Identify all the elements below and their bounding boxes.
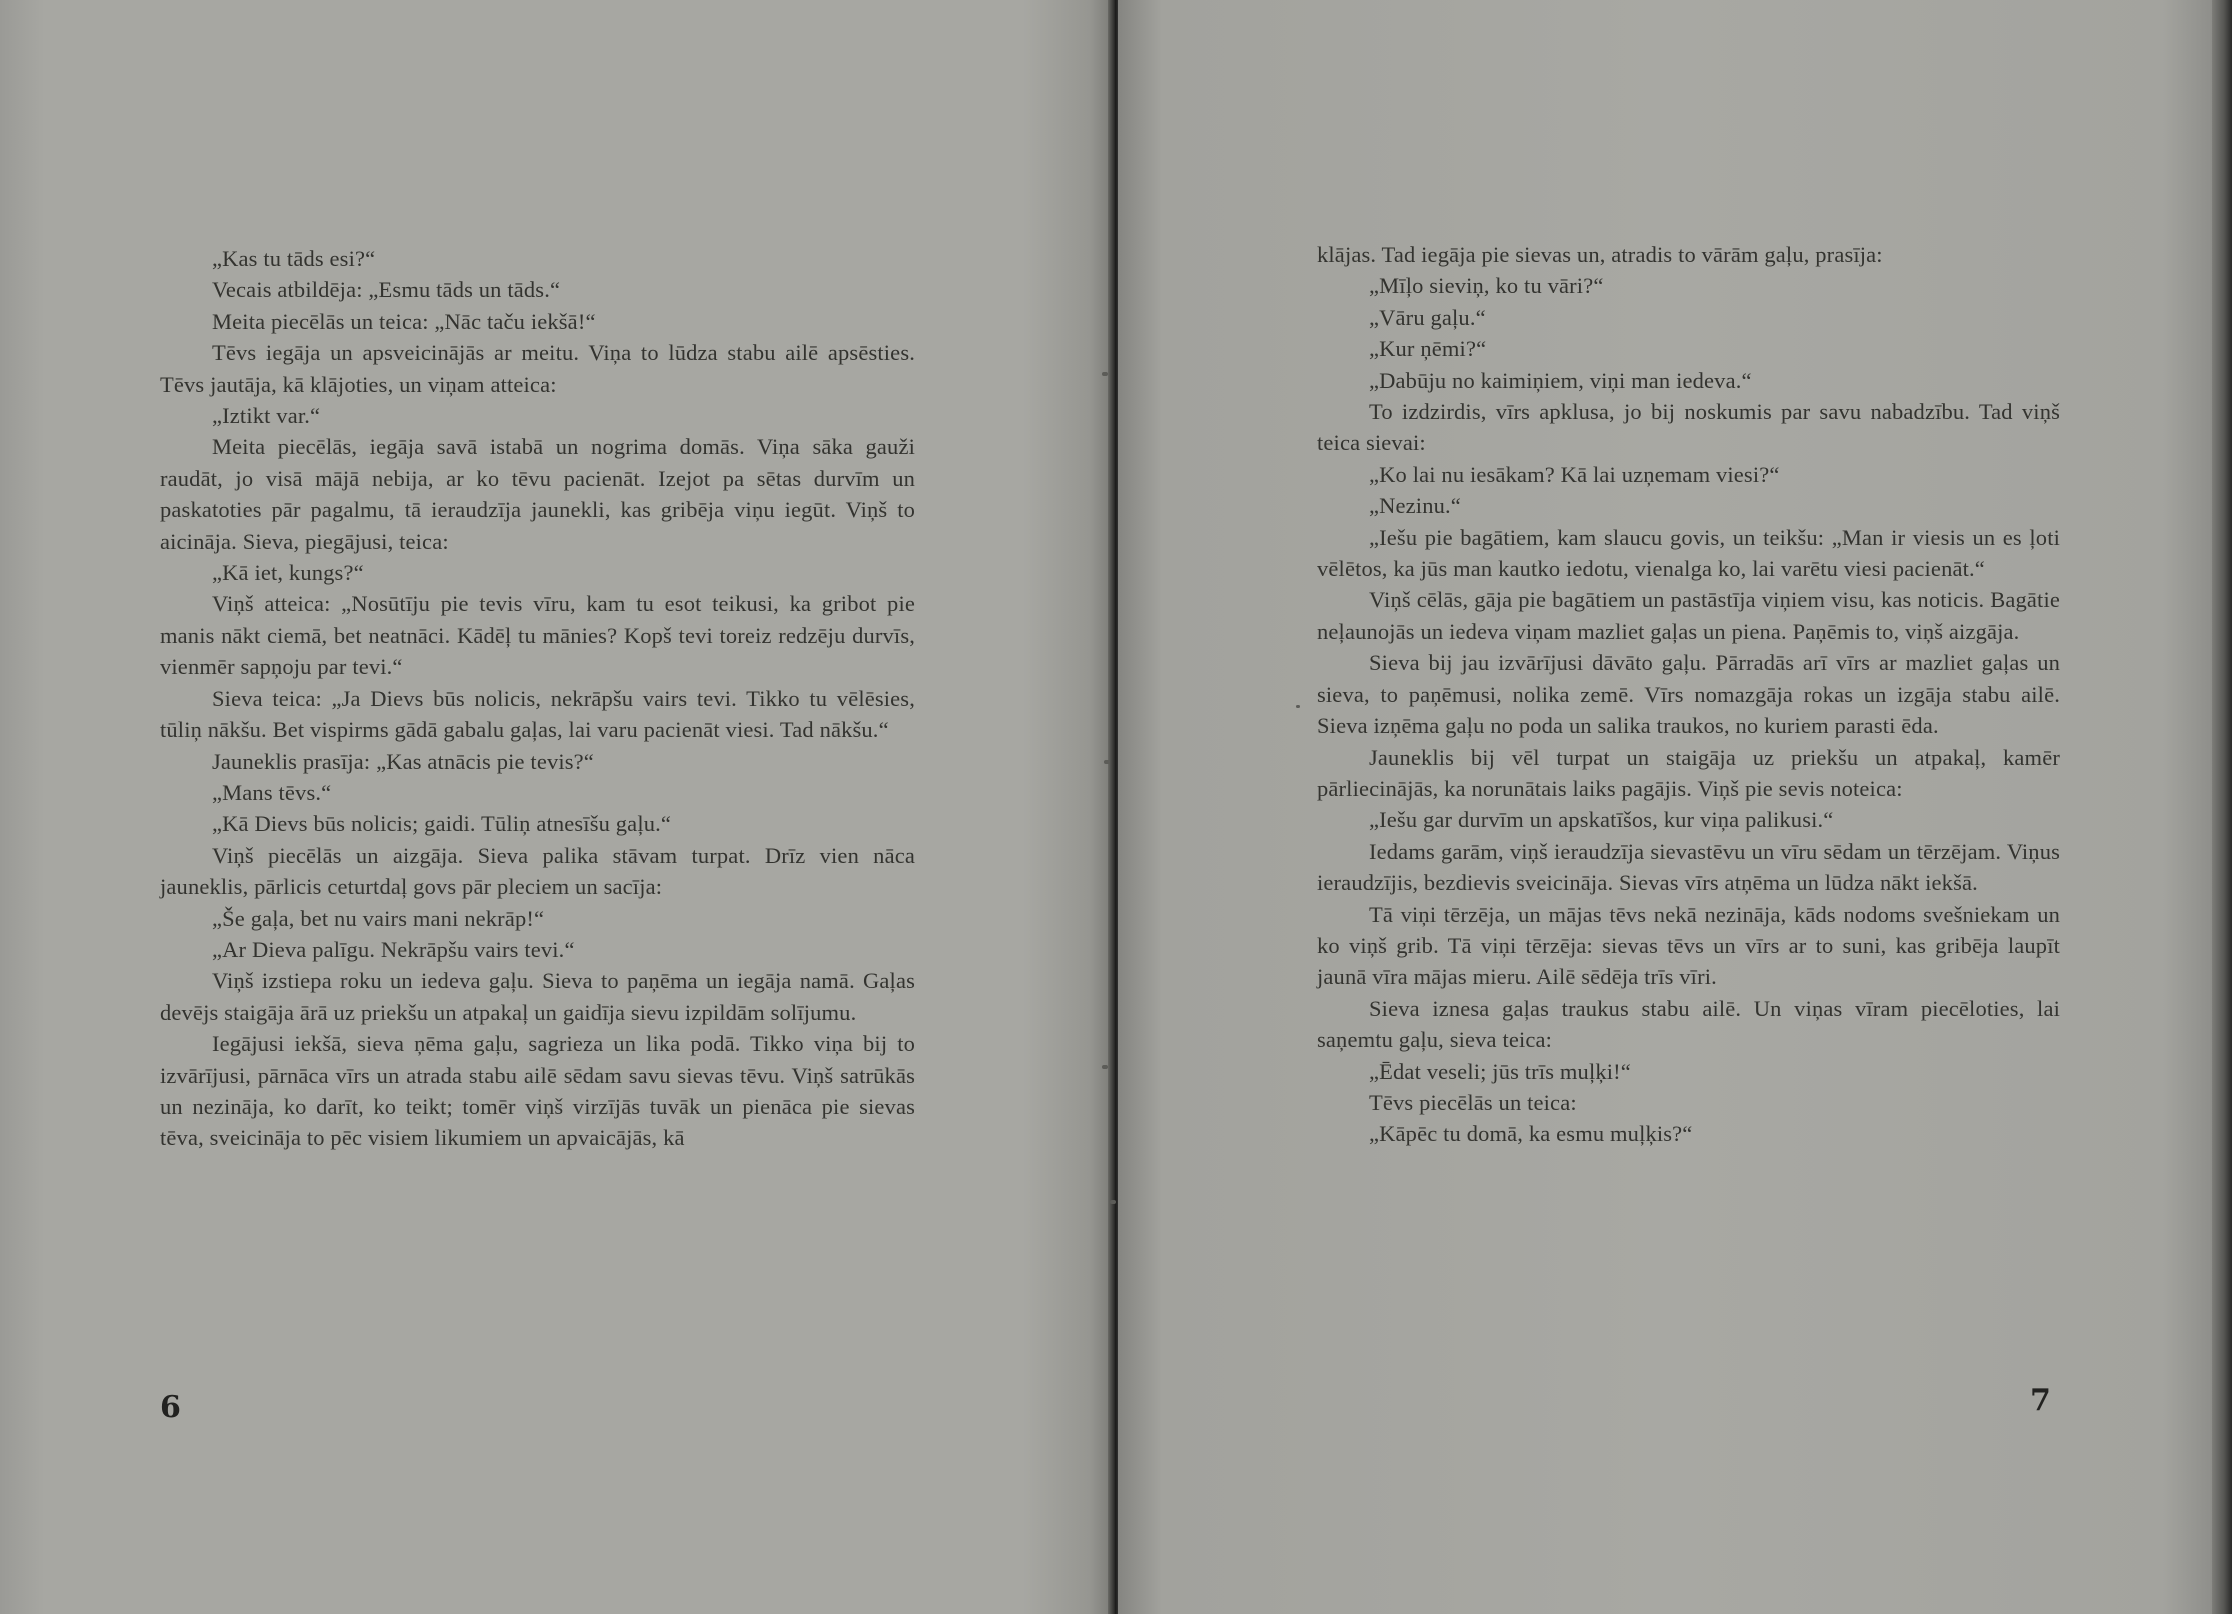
paragraph: Viņš izstiepa roku un iedeva gaļu. Sieva to paņēma un iegāja namā. Gaļas devējs staigāja ārā uz priekšu un atpakaļ un gaidīja sievu izpildām solījumu. [160,968,915,1025]
paragraph: „Mīļo sieviņ, ko tu vāri?“ [1369,273,1604,299]
paper-speck [1102,1065,1108,1069]
paragraph: „Nezinu.“ [1369,493,1461,519]
paper-speck [1102,372,1108,376]
paper-speck [1104,760,1110,764]
paragraph: „Dabūju no kaimiņiem, viņi man iedeva.“ [1369,367,1752,393]
paper-speck [1296,705,1300,708]
paragraph: Sieva teica: „Ja Dievs būs nolicis, nekrāpšu vairs tevi. Tikko tu vēlēsies, tūliņ nākšu. Bet vispirms gādā gabalu gaļas, lai varu pacienāt viesi. Tad nākšu.“ [160,685,915,743]
paper-speck [1110,1200,1116,1204]
paragraph: Jauneklis prasīja: „Kas atnācis pie tevis?“ [212,748,594,774]
paragraph: Tā viņi tērzēja, un mājas tēvs nekā nezināja, kāds nodoms svešniekam un ko viņš grib. Tā viņi tērzēja: sievas tēvs un vīrs ar to suni, kas gribēja laupīt jaunā vīra mājas mieru. Ailē sēdēja trīs vīri. [1317,901,2060,990]
paragraph: Iegājusi iekšā, sieva ņēma gaļu, sagrieza un lika podā. Tikko viņa bij to izvārījusi, pārnāca vīrs un atrada stabu ailē sēdam savu sievas tēvu. Viņš satrūkās un nezināja, ko darīt, ko teikt; tomēr viņš virzījās tuvāk un pienāca pie sievas tēva, sveicināja to pēc visiem likumiem un apvaicājās, kā [160,1031,915,1151]
paragraph: „Iešu gar durvīm un apskatīšos, kur viņa palikusi.“ [1369,807,1834,833]
paragraph: Viņš atteica: „Nosūtīju pie tevis vīru, kam tu esot teikusi, ka gribot pie manis nākt ciemā, bet neatnāci. Kādēļ tu mānies? Kopš tevi toreiz redzēju durvīs, vienmēr sapņoju par tevi.“ [160,591,915,680]
paragraph: Viņš piecēlās un aizgāja. Sieva palika stāvam turpat. Drīz vien nāca jauneklis, pārlicis ceturtdaļ govs pār pleciem un sacīja: [160,842,915,900]
paragraph: „Še gaļa, bet nu vairs mani nekrāp!“ [212,905,545,931]
paragraph: Tēvs piecēlās un teica: [1369,1089,1577,1115]
paragraph: Viņš cēlās, gāja pie bagātiem un pastāstīja viņiem visu, kas noticis. Bagātie neļaunojās un iedeva viņam mazliet gaļas un piena. Paņēmis to, viņš aizgāja. [1317,587,2060,644]
paragraph: „Kāpēc tu domā, ka esmu muļķis?“ [1369,1121,1693,1147]
paragraph: „Ko lai nu iesākam? Kā lai uzņemam viesi?“ [1369,461,1780,487]
left-page-text [160,243,915,1154]
page-number: 7 [2030,1383,2051,1418]
paragraph: Sieva bij jau izvārījusi dāvāto gaļu. Pārradās arī vīrs ar mazliet gaļas un sieva, to paņēmusi, nolika zemē. Vīrs nomazgāja rokas un izgāja stabu ailē. Sieva izņēma gaļu no poda un salika traukos, no kuriem parasti ēda. [1317,650,2060,739]
paragraph: „Kā iet, kungs?“ [212,560,364,586]
paragraph: klājas. Tad iegāja pie sievas un, atradis to vārām gaļu, prasīja: [1317,242,1883,267]
page-number: 6 [160,1390,181,1425]
left-page [0,0,1112,1614]
page-edge [2212,0,2232,1614]
paragraph: Vecais atbildēja: „Esmu tāds un tāds.“ [212,277,561,303]
paragraph: „Iztikt var.“ [212,403,321,429]
paragraph: Meita piecēlās, iegāja savā istabā un nogrima domās. Viņa sāka gauži raudāt, jo visā mājā nebija, ar ko tēvu pacienāt. Izejot pa sētas durvīm un paskatoties pār pagalmu, tā ieraudzīja jaunekli, kas gribēja viņu iegūt. Viņš to aicināja. Sieva, piegājusi, teica: [160,434,915,554]
paragraph: „Kas tu tāds esi?“ [212,246,376,271]
right-page-text [1317,239,2060,1150]
paragraph: „Ēdat veseli; jūs trīs muļķi!“ [1369,1058,1631,1084]
paragraph: „Mans tēvs.“ [212,779,332,805]
paragraph: „Iešu pie bagātiem, kam slaucu govis, un teikšu: „Man ir viesis un es ļoti vēlētos, ka jūs man kautko iedotu, vienalga ko, lai varētu viesi pacienāt.“ [1317,524,2060,582]
paragraph: Iedams garām, viņš ieraudzīja sievastēvu un vīru sēdam un tērzējam. Viņus ieraudzījis, bezdievis sveicināja. Sievas vīrs atņēma un lūdza nākt iekšā. [1317,838,2060,896]
paragraph: Jauneklis bij vēl turpat un staigāja uz priekšu un atpakaļ, kamēr pārliecinājās, ka norunātais laiks pagājis. Viņš pie sevis noteica: [1317,744,2060,801]
paragraph: „Ar Dieva palīgu. Nekrāpšu vairs tevi.“ [212,936,575,962]
paragraph: „Kur ņēmi?“ [1369,336,1487,362]
paragraph: Tēvs iegāja un apsveicinājās ar meitu. Viņa to lūdza stabu ailē apsēsties. Tēvs jautāja, kā klājoties, un viņam atteica: [160,340,915,397]
paragraph: Sieva iznesa gaļas traukus stabu ailē. Un viņas vīram piecēloties, lai saņemtu gaļu, sieva teica: [1317,995,2060,1053]
right-page [1118,0,2218,1614]
paragraph: To izdzirdis, vīrs apklusa, jo bij noskumis par savu nabadzību. Tad viņš teica sievai: [1317,399,2060,456]
paragraph: „Kā Dievs būs nolicis; gaidi. Tūliņ atnesīšu gaļu.“ [212,811,672,837]
paragraph: „Vāru gaļu.“ [1369,304,1486,330]
paragraph: Meita piecēlās un teica: „Nāc taču iekšā!“ [212,308,596,334]
